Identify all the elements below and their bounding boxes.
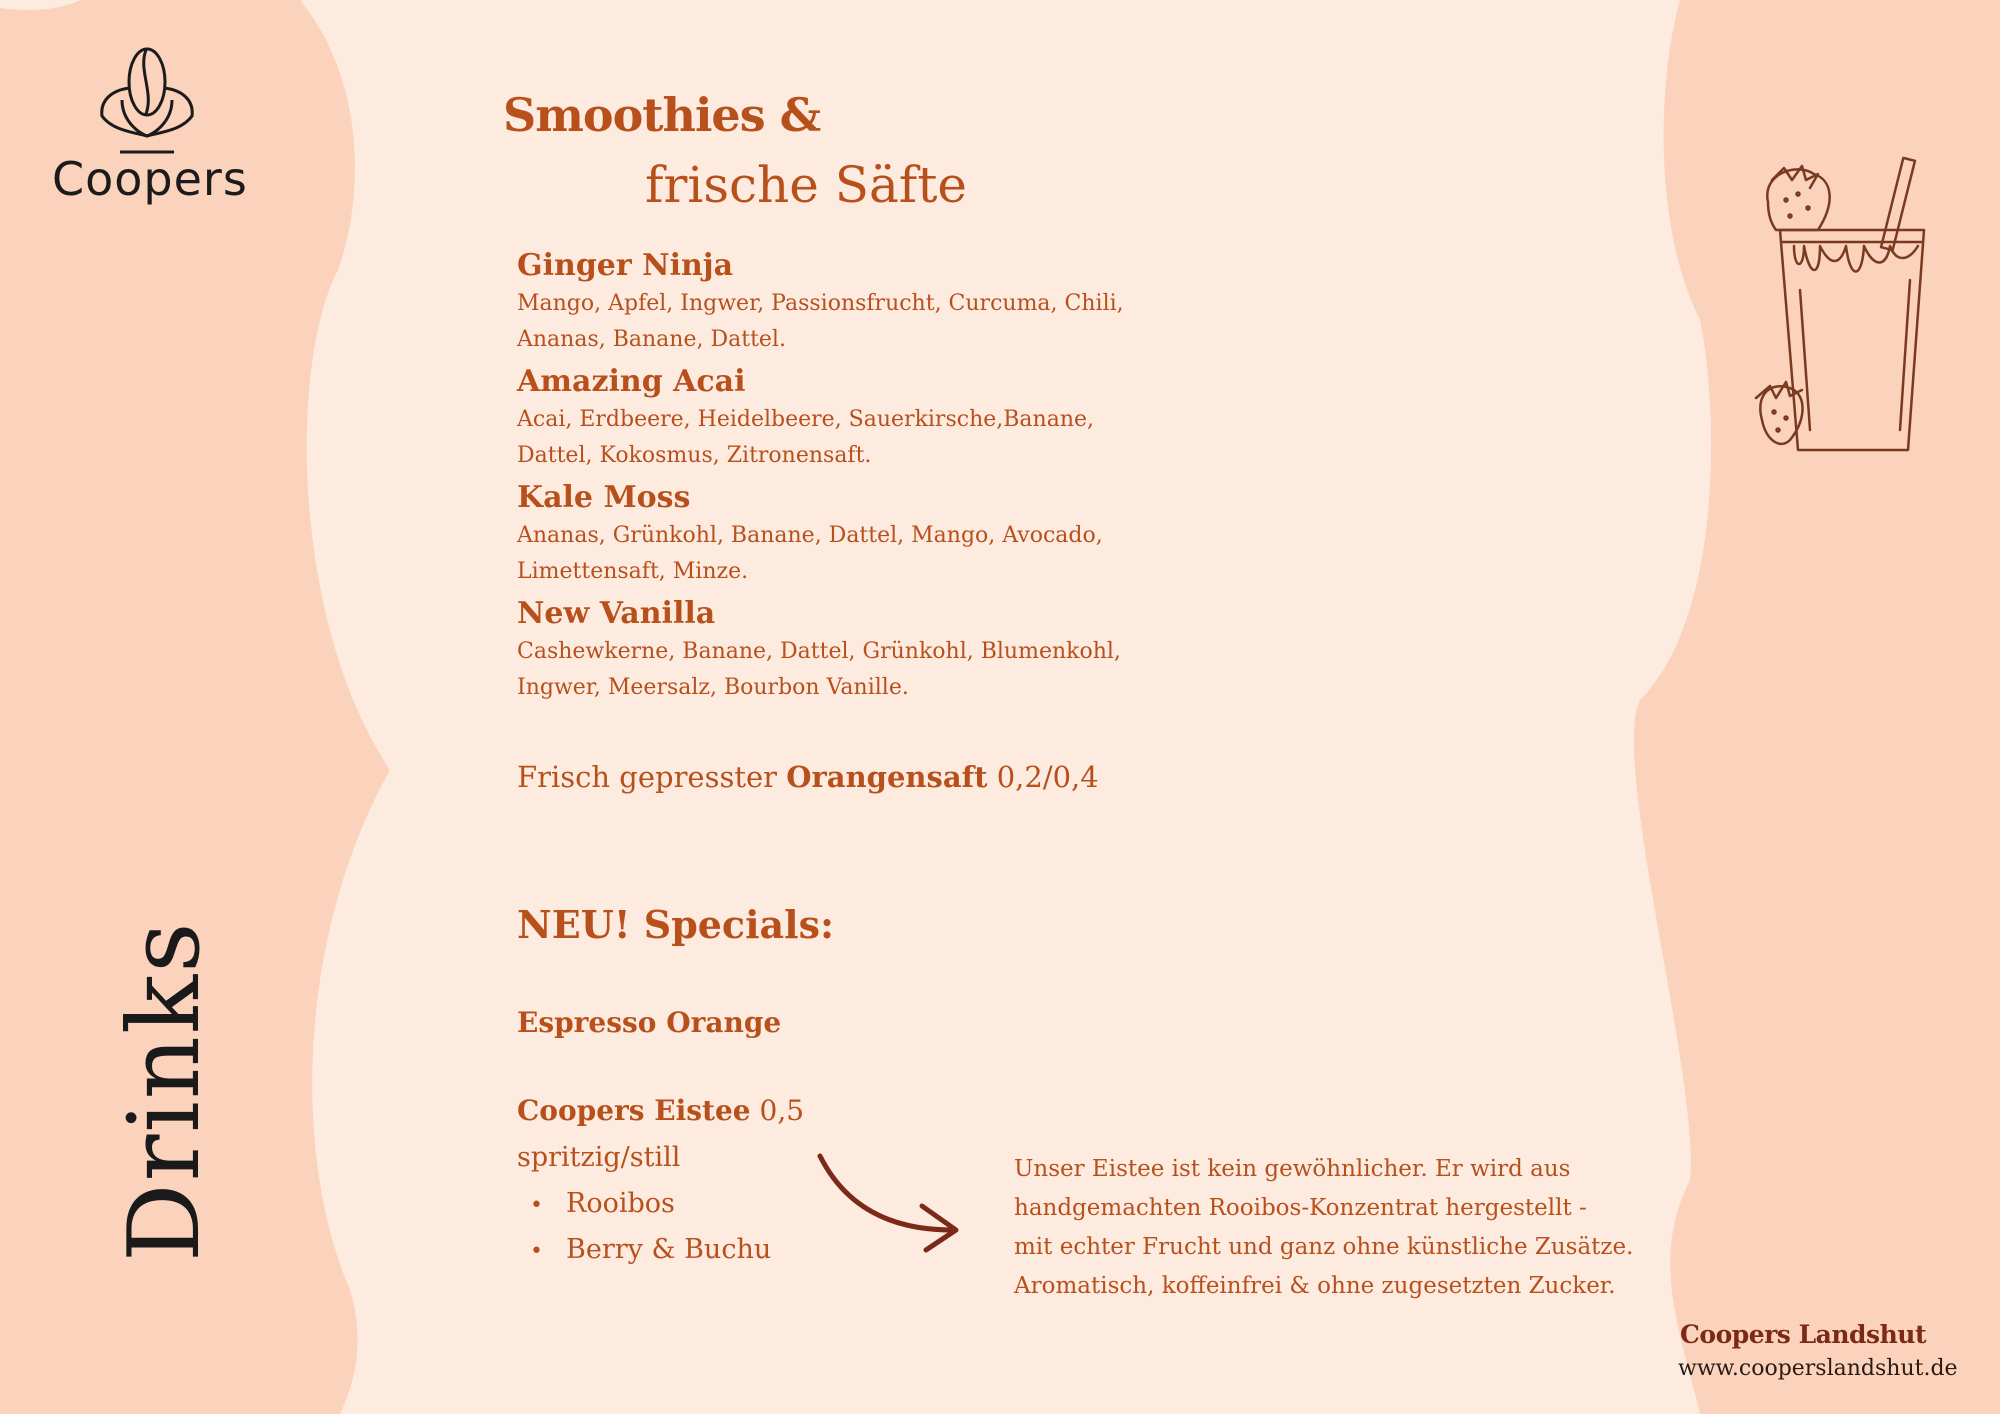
smoothie-ingredients: Mango, Apfel, Ingwer, Passionsfrucht, Curcuma, Chili, Ananas, Banane, Dattel.	[517, 291, 1124, 352]
description-line: Aromatisch, koffeinfrei & ohne zugesetzten Zucker.	[1014, 1273, 1616, 1299]
brand-name: Coopers	[52, 152, 248, 206]
smoothie-name: Amazing Acai	[517, 364, 746, 399]
description-line: mit echter Frucht und ganz ohne künstliche Zusätze.	[1014, 1234, 1634, 1260]
eistee-description	[1014, 1150, 1694, 1306]
smoothie-item	[517, 246, 1157, 358]
description-line: Unser Eistee ist kein gewöhnlicher. Er wird aus	[1014, 1156, 1571, 1182]
espresso-orange: Espresso Orange	[517, 1006, 782, 1039]
orange-juice-sizes: 0,2/0,4	[987, 760, 1099, 794]
smoothie-item	[517, 478, 1157, 590]
bullet-icon: •	[530, 1239, 543, 1264]
footer-business-name: Coopers Landshut	[1680, 1320, 1926, 1349]
smoothie-item	[517, 594, 1157, 706]
eistee-line	[517, 1094, 804, 1127]
flavor-label: Rooibos	[566, 1188, 675, 1219]
title-line-2: frische Säfte	[645, 156, 967, 214]
smoothie-list	[517, 246, 1157, 710]
orange-juice-prefix: Frisch gepresster	[517, 760, 787, 794]
coffee-bean-lotus-icon	[92, 40, 202, 158]
title-line-1: Smoothies &	[503, 88, 821, 142]
list-item	[530, 1182, 771, 1228]
smoothie-name: Kale Moss	[517, 480, 691, 515]
orange-juice-name: Orangensaft	[786, 760, 988, 794]
eistee-flavor-list	[530, 1182, 771, 1274]
smoothie-ingredients: Cashewkerne, Banane, Dattel, Grünkohl, Blumenkohl, Ingwer, Meersalz, Bourbon Vanille.	[517, 639, 1121, 700]
eistee-name: Coopers Eistee	[517, 1094, 751, 1127]
orange-juice-line	[517, 760, 1099, 794]
smoothie-glass-strawberry-icon	[1740, 150, 1940, 470]
list-item	[530, 1228, 771, 1274]
eistee-variant: spritzig/still	[517, 1142, 681, 1173]
bullet-icon: •	[530, 1193, 543, 1218]
flavor-label: Berry & Buchu	[566, 1234, 772, 1265]
eistee-size: 0,5	[750, 1094, 805, 1127]
drinks-side-label: Drinks	[108, 920, 222, 1262]
smoothie-name: New Vanilla	[517, 596, 716, 631]
curved-arrow-icon	[812, 1150, 972, 1260]
smoothie-name: Ginger Ninja	[517, 248, 734, 283]
smoothie-ingredients: Acai, Erdbeere, Heidelbeere, Sauerkirsche,Banane, Dattel, Kokosmus, Zitronensaft.	[517, 407, 1094, 468]
footer-url-link[interactable]: www.cooperslandshut.de	[1678, 1356, 1958, 1381]
specials-heading: NEU! Specials:	[517, 902, 834, 947]
smoothie-ingredients: Ananas, Grünkohl, Banane, Dattel, Mango, Avocado, Limettensaft, Minze.	[517, 523, 1103, 584]
smoothie-item	[517, 362, 1157, 474]
description-line: handgemachten Rooibos-Konzentrat hergestellt -	[1014, 1195, 1587, 1221]
